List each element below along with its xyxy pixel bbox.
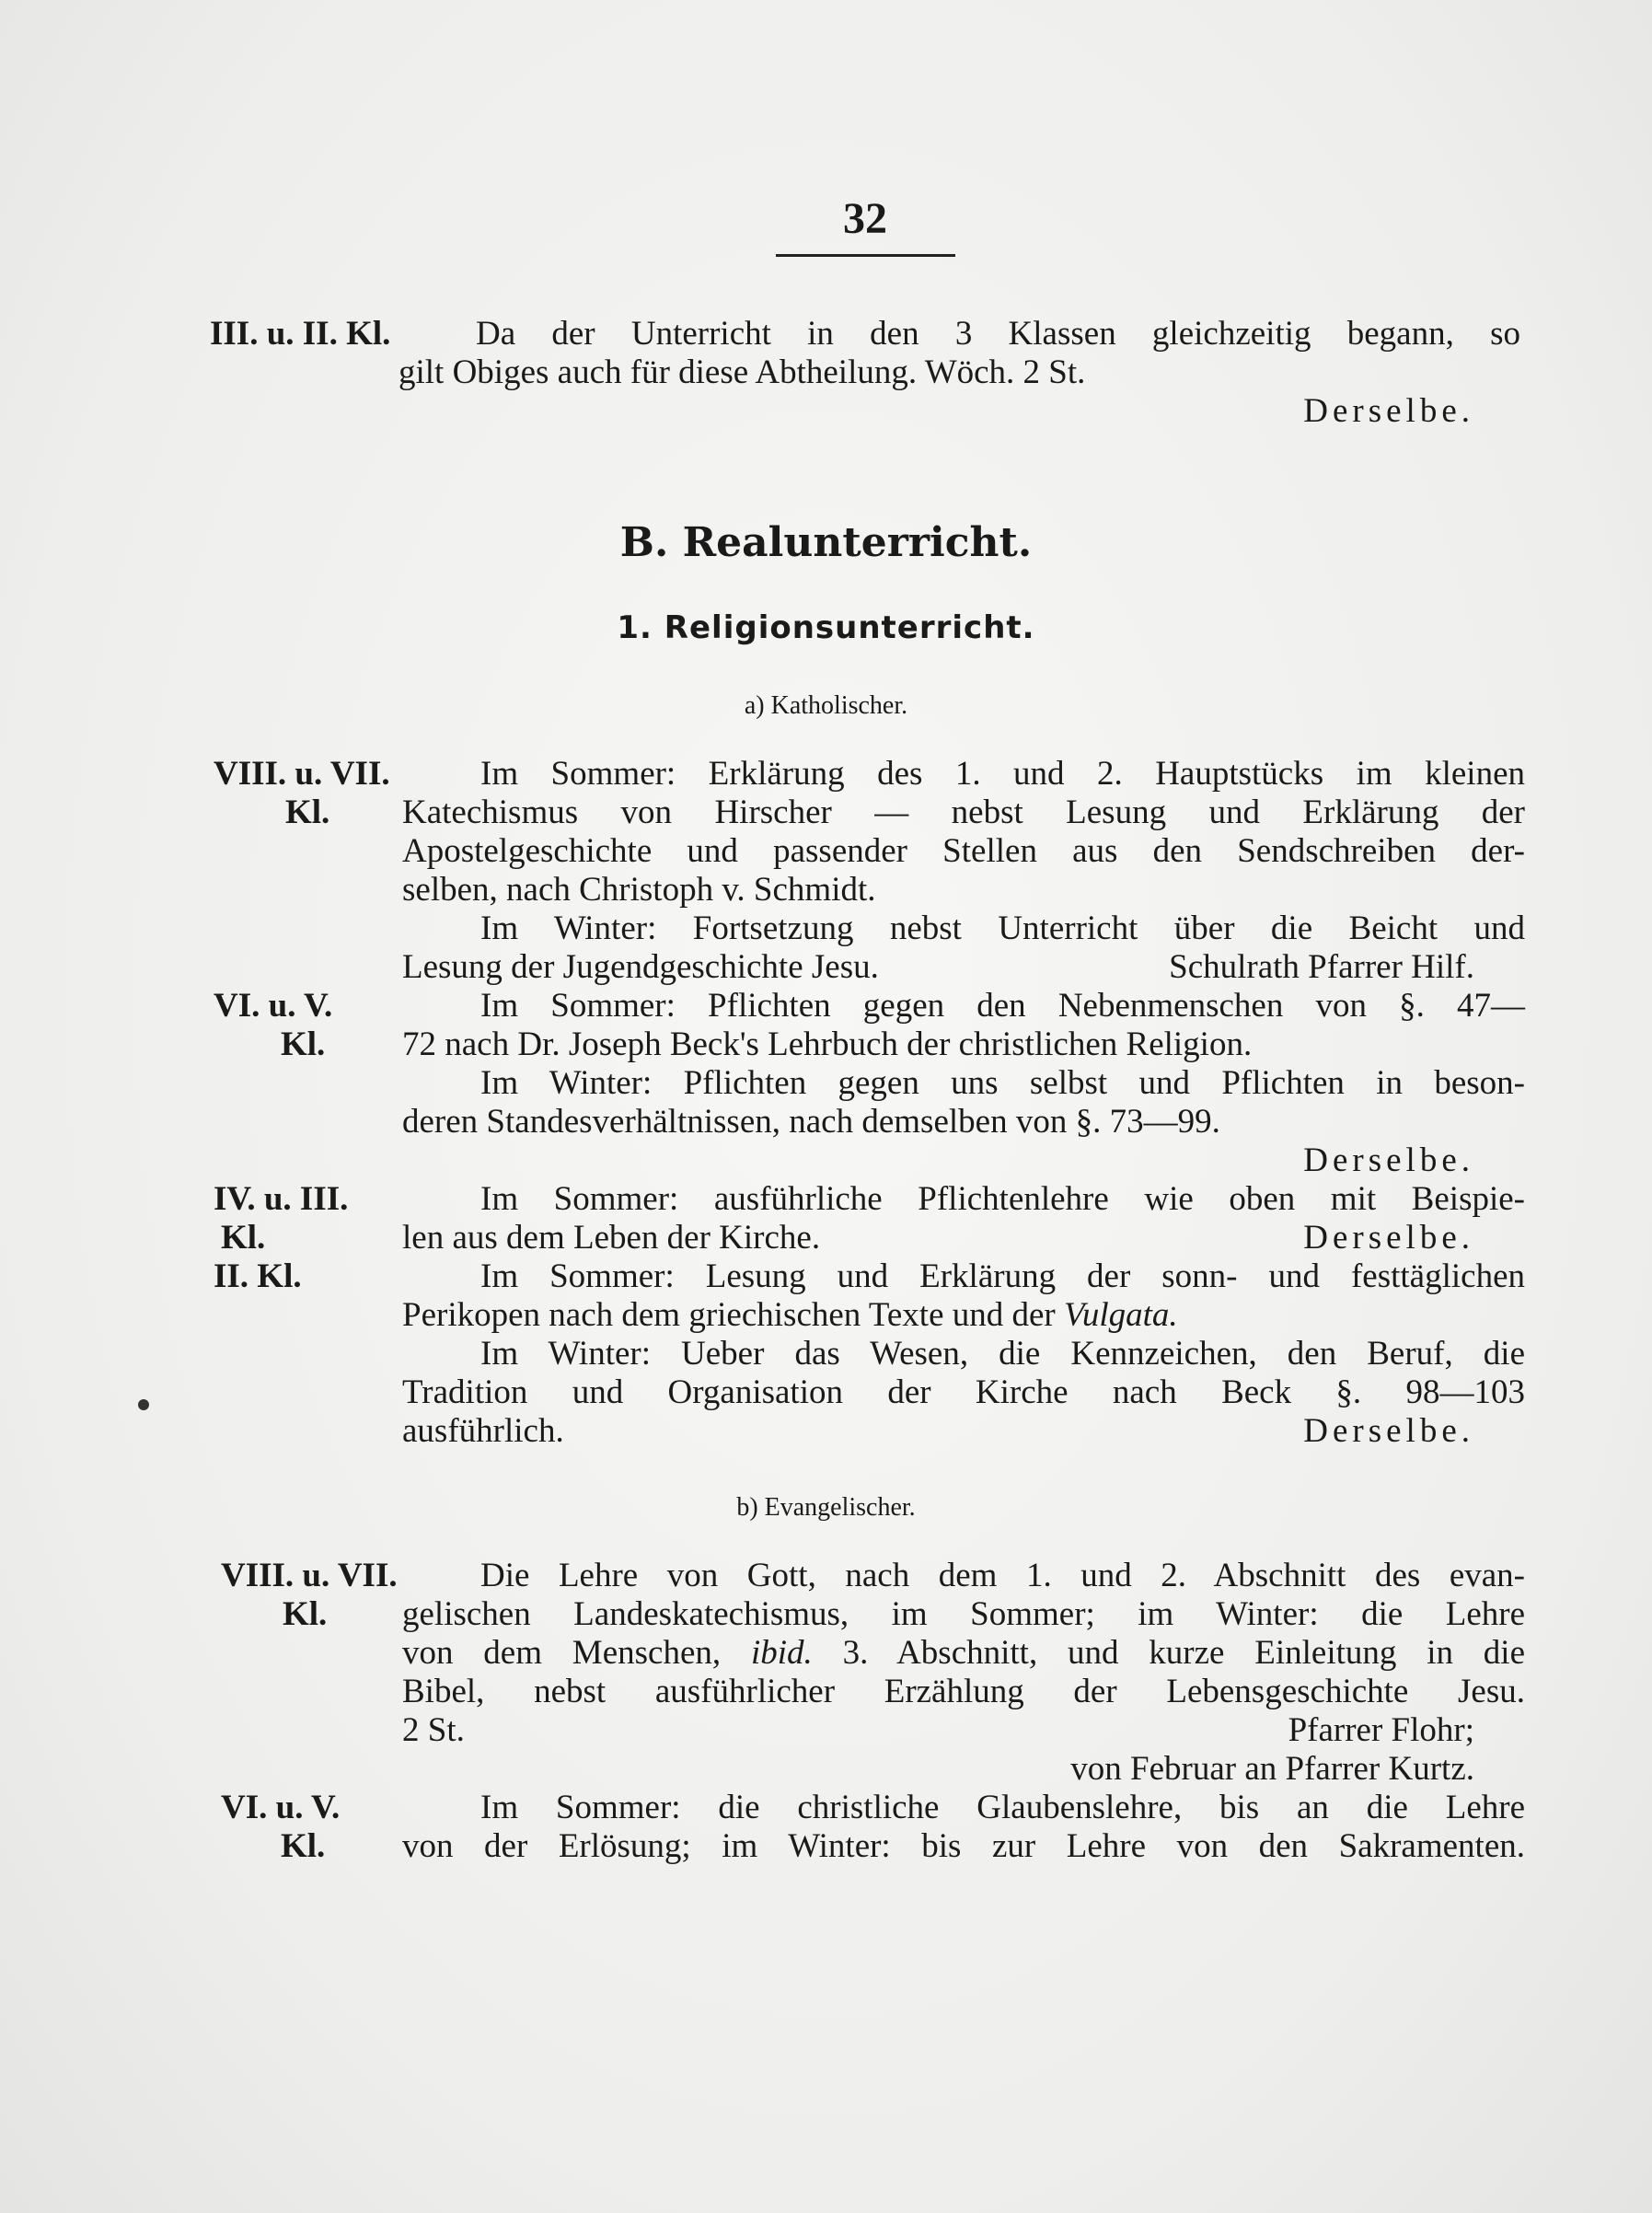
text-line: Tradition und Organisation der Kirche nach Beck §. 98—103 [402, 1373, 1525, 1411]
class-label: Kl. [285, 794, 330, 831]
sub-heading-catholic: a) Katholischer. [744, 691, 908, 720]
text-line: deren Standesverhältnissen, nach demselben von §. 73—99. [402, 1103, 1220, 1141]
text-line: Da der Unterricht in den 3 Klassen gleichzeitig begann, so [476, 315, 1520, 353]
text-line: Im Sommer: Erklärung des 1. und 2. Hauptstücks im kleinen [480, 755, 1525, 793]
text-line [402, 1298, 1178, 1332]
text-line [402, 1636, 1525, 1670]
text-line: Im Winter: Ueber das Wesen, die Kennzeichen, den Beruf, die [480, 1335, 1525, 1373]
teacher-name: Derselbe. [1303, 1219, 1474, 1257]
teacher-name: Derselbe. [1303, 1141, 1474, 1179]
teacher-name: von Februar an Pfarrer Kurtz. [1070, 1750, 1474, 1788]
text-line: Im Winter: Fortsetzung nebst Unterricht über die Beicht und [480, 910, 1525, 947]
subsection-heading: 1. Religionsunterricht. [617, 609, 1035, 646]
text-line: Bibel, nebst ausführlicher Erzählung der Lebensgeschichte Jesu. [402, 1673, 1525, 1710]
text-line: Im Winter: Pflichten gegen uns selbst und Pflichten in beson- [480, 1064, 1525, 1102]
class-label: Kl. [281, 1025, 326, 1063]
text-line: Im Sommer: die christliche Glaubenslehre, bis an die Lehre [480, 1789, 1525, 1826]
ink-speck [138, 1399, 149, 1410]
italic-term: ibid. [750, 1634, 813, 1672]
text-segment: von dem Menschen, [402, 1634, 722, 1672]
teacher-name: Schulrath Pfarrer Hilf. [1169, 948, 1474, 986]
class-label: II. Kl. [214, 1257, 302, 1295]
class-label: Kl. [221, 1219, 266, 1257]
text-line: Die Lehre von Gott, nach dem 1. und 2. Abschnitt des evan- [480, 1557, 1525, 1594]
teacher-name: Derselbe. [1303, 1412, 1474, 1450]
class-label: VI. u. V. [214, 987, 333, 1025]
class-label: VIII. u. VII. [214, 755, 390, 793]
class-label: VI. u. V. [221, 1789, 341, 1826]
page-number-rule [776, 254, 955, 257]
italic-term: Vulgata. [1064, 1296, 1178, 1334]
page-number: 32 [843, 194, 887, 243]
text-line: Apostelgeschichte und passender Stellen aus den Sendschreiben der- [402, 832, 1525, 870]
text-line: Im Sommer: ausführliche Pflichtenlehre wie oben mit Beispie- [480, 1180, 1525, 1218]
text-line: Im Sommer: Pflichten gegen den Nebenmenschen von §. 47— [480, 987, 1525, 1025]
class-label: III. u. II. Kl. [210, 315, 391, 353]
class-label: VIII. u. VII. [221, 1557, 398, 1594]
text-line: 2 St. [402, 1711, 465, 1749]
text-line: Lesung der Jugendgeschichte Jesu. [402, 948, 879, 986]
text-line: gelischen Landeskatechismus, im Sommer; im Winter: die Lehre [402, 1595, 1525, 1633]
class-label: IV. u. III. [214, 1180, 349, 1218]
text-line: 72 nach Dr. Joseph Beck's Lehrbuch der christlichen Religion. [402, 1025, 1253, 1063]
text-line: gilt Obiges auch für diese Abtheilung. Wöch. 2 St. [399, 353, 1086, 391]
text-line: selben, nach Christoph v. Schmidt. [402, 871, 876, 909]
section-heading: B. Realunterricht. [619, 519, 1033, 566]
class-label: Kl. [283, 1595, 328, 1633]
sub-heading-evangelical: b) Evangelischer. [736, 1493, 916, 1522]
text-segment: 3. Abschnitt, und kurze Einleitung in die [842, 1634, 1526, 1672]
text-segment: Perikopen nach dem griechischen Texte und der [402, 1296, 1056, 1334]
text-line: ausführlich. [402, 1412, 564, 1450]
text-line: Im Sommer: Lesung und Erklärung der sonn- und festtäglichen [480, 1257, 1525, 1295]
teacher-name: Derselbe. [1303, 392, 1474, 430]
text-line: von der Erlösung; im Winter: bis zur Lehre von den Sakramenten. [402, 1827, 1525, 1865]
class-label: Kl. [281, 1827, 326, 1865]
text-line: Katechismus von Hirscher — nebst Lesung und Erklärung der [402, 794, 1525, 831]
teacher-name: Pfarrer Flohr; [1288, 1711, 1474, 1749]
text-line: len aus dem Leben der Kirche. [402, 1219, 821, 1257]
